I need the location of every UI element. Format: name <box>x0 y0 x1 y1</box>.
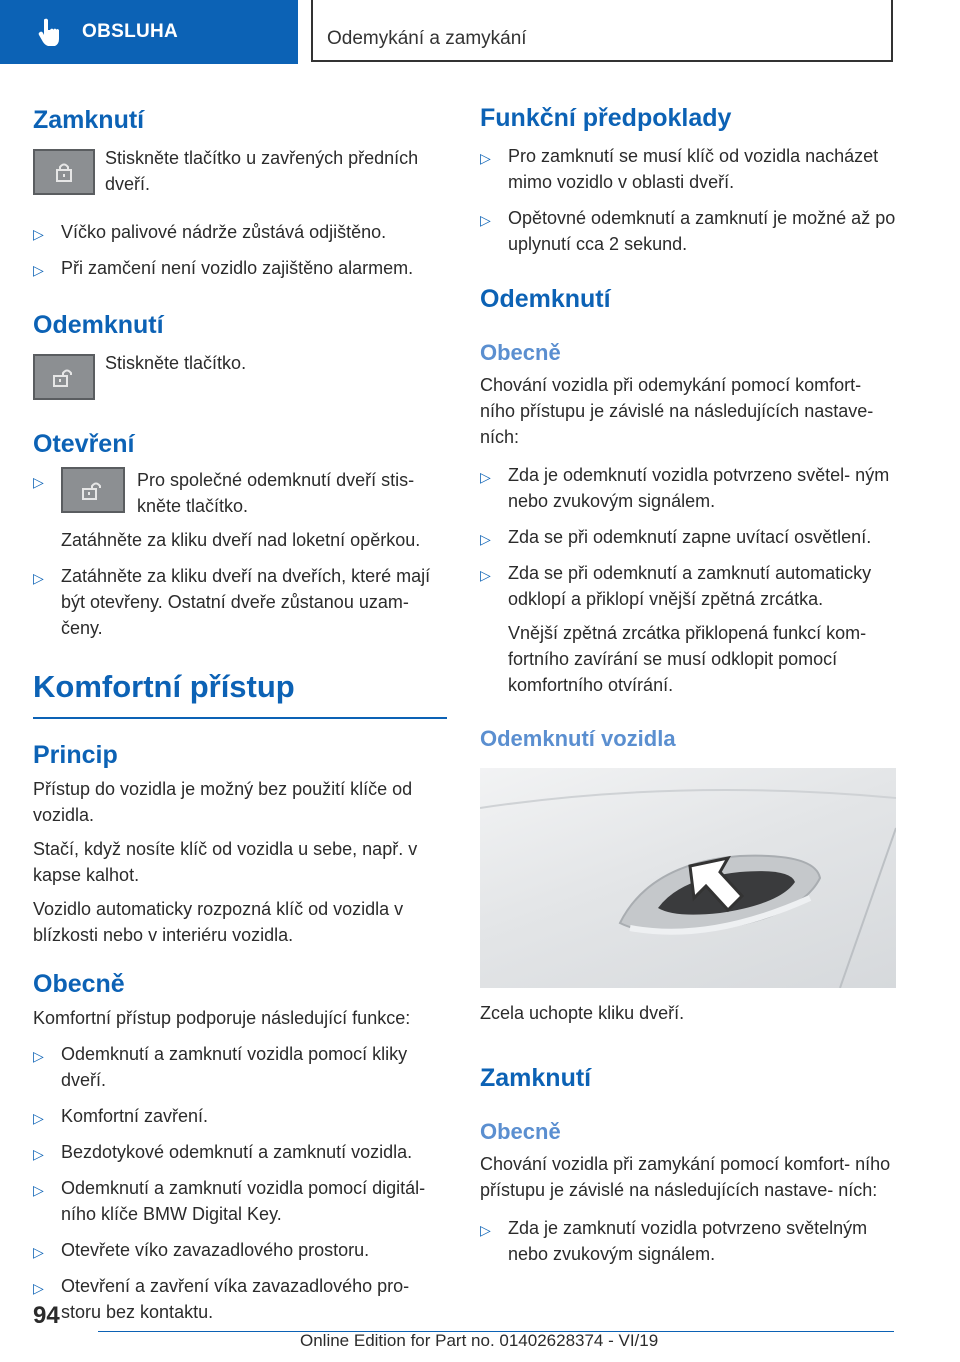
unlock-instruction-text: Stiskněte tlačítko. <box>105 353 247 373</box>
heading-obecne: Obecně <box>33 970 125 998</box>
unlock-icon <box>52 366 76 388</box>
heading-obecne: Obecně <box>480 340 561 365</box>
list-item: ▷ Komfortní zavření. <box>33 1103 447 1129</box>
triangle-bullet-icon: ▷ <box>33 1244 44 1260</box>
triangle-bullet-icon: ▷ <box>33 1110 44 1126</box>
section-label: OBSLUHA <box>82 21 179 42</box>
paragraph: Chování vozidla při zamykání pomocí komfort‐ ního přístupu je závislé na následujících nastave‐ ních: <box>480 1154 891 1200</box>
paragraph: Stačí, když nosíte klíč od vozidla u sebe, např. v kapse kalhot. <box>33 839 418 885</box>
list-item: ▷ Odemknutí a zamknutí vozidla pomocí digitál‐ ního klíče BMW Digital Key. <box>33 1178 426 1224</box>
list-item: ▷ Zatáhněte za kliku dveří na dveřích, které mají být otevřeny. Ostatní dveře zůstanou uzam‐ čeny. <box>33 566 431 638</box>
triangle-bullet-icon: ▷ <box>33 1146 44 1162</box>
hand-pointer-icon <box>36 17 64 47</box>
unlock-button-image <box>33 354 95 400</box>
section-tab[interactable] <box>0 0 298 64</box>
door-handle-photo <box>480 768 896 988</box>
paragraph: Chování vozidla při odemykání pomocí komfort‐ ního přístupu je závislé na následujících nastave‐ ních: <box>480 375 874 447</box>
triangle-bullet-icon: ▷ <box>480 150 491 166</box>
triangle-bullet-icon: ▷ <box>480 531 491 547</box>
heading-princip: Princip <box>33 741 118 769</box>
list-item: ▷ Zda je odemknutí vozidla potvrzeno světel‐ ným nebo zvukovým signálem. <box>480 465 890 511</box>
list-item: ▷ Pro zamknutí se musí klíč od vozidla nacházet mimo vozidlo v oblasti dveří. <box>480 146 879 192</box>
triangle-bullet-icon: ▷ <box>480 567 491 583</box>
list-item: ▷ Pro společné odemknutí dveří stis‐ kněte tlačítko. Zatáhněte za kliku dveří nad loketní opěrkou. <box>33 467 447 553</box>
unlock-icon <box>81 479 105 501</box>
edition-note: Online Edition for Part no. 01402628374 - VI/19 <box>300 1331 659 1350</box>
unlock-instruction <box>33 350 447 400</box>
heading-rule <box>33 717 447 719</box>
triangle-bullet-icon: ▷ <box>480 469 491 485</box>
list-item: ▷ Víčko palivové nádrže zůstává odjištěno. <box>33 219 447 245</box>
triangle-bullet-icon: ▷ <box>33 1048 44 1064</box>
triangle-bullet-icon: ▷ <box>33 570 44 586</box>
heading-odemknuti-vozidla: Odemknutí vozidla <box>480 726 676 751</box>
heading-funkcni-predpoklady: Funkční předpoklady <box>480 104 732 132</box>
list-item-note: Vnější zpětná zrcátka přiklopená funkcí kom‐ fortního zavírání se musí odklopit pomocí komfortního otvírání. <box>508 623 867 695</box>
photo-caption: Zcela uchopte kliku dveří. <box>480 1003 685 1023</box>
right-column <box>480 100 896 1267</box>
triangle-bullet-icon: ▷ <box>33 1280 44 1296</box>
lock-icon <box>54 161 74 183</box>
list-item: ▷ Otevřete víko zavazadlového prostoru. <box>33 1237 447 1263</box>
unlock-button-image <box>61 467 125 513</box>
triangle-bullet-icon: ▷ <box>33 226 44 242</box>
triangle-bullet-icon: ▷ <box>33 1182 44 1198</box>
lock-button-image <box>33 149 95 195</box>
list-item: ▷ Při zamčení není vozidlo zajištěno alarmem. <box>33 255 447 281</box>
page-number: 94 <box>33 1302 60 1329</box>
heading-odemknuti: Odemknutí <box>33 311 164 339</box>
list-item: ▷ Zda se při odemknutí zapne uvítací osvětlení. <box>480 524 896 550</box>
heading-otevreni: Otevření <box>33 430 135 458</box>
chapter-title: Odemykání a zamykání <box>327 28 527 49</box>
paragraph: Komfortní přístup podporuje následující funkce: <box>33 1008 411 1028</box>
paragraph: Vozidlo automaticky rozpozná klíč od vozidla v blízkosti nebo v interiéru vozidla. <box>33 899 404 945</box>
list-item: ▷ Bezdotykové odemknutí a zamknutí vozidla. <box>33 1139 447 1165</box>
chapter-header <box>311 0 893 62</box>
door-handle-illustration <box>480 768 896 988</box>
heading-odemknuti: Odemknutí <box>480 285 611 313</box>
heading-zamknuti: Zamknutí <box>480 1064 592 1092</box>
list-item: ▷ Zda se při odemknutí a zamknutí automaticky odklopí a přiklopí vnější zpětná zrcátka. Vnější zpětná zrcátka přiklopená funkcí kom‐ fortního zavírání se musí odklopit pomocí komfortního otvírání. <box>480 560 896 698</box>
heading-komfortni-pristup: Komfortní přístup <box>33 669 295 704</box>
left-column <box>33 100 447 1325</box>
triangle-bullet-icon: ▷ <box>480 1222 491 1238</box>
list-item: ▷ Odemknutí a zamknutí vozidla pomocí kliky dveří. <box>33 1044 408 1090</box>
paragraph: Přístup do vozidla je možný bez použití klíče od vozidla. <box>33 779 413 825</box>
triangle-bullet-icon: ▷ <box>33 474 44 490</box>
list-item: ▷ Opětovné odemknutí a zamknutí je možné až po uplynutí cca 2 sekund. <box>480 208 896 254</box>
triangle-bullet-icon: ▷ <box>480 212 491 228</box>
triangle-bullet-icon: ▷ <box>33 262 44 278</box>
list-item: ▷ Zda je zamknutí vozidla potvrzeno světelným nebo zvukovým signálem. <box>480 1218 868 1264</box>
list-item: ▷ Otevření a zavření víka zavazadlového pro‐ storu bez kontaktu. <box>33 1276 410 1322</box>
heading-zamknuti: Zamknutí <box>33 106 145 134</box>
list-item-note: Zatáhněte za kliku dveří nad loketní opěrkou. <box>61 530 421 550</box>
heading-obecne: Obecně <box>480 1119 561 1144</box>
lock-instruction <box>33 145 447 197</box>
lock-instruction-text: Stiskněte tlačítko u zavřených předních dveří. <box>105 148 419 194</box>
